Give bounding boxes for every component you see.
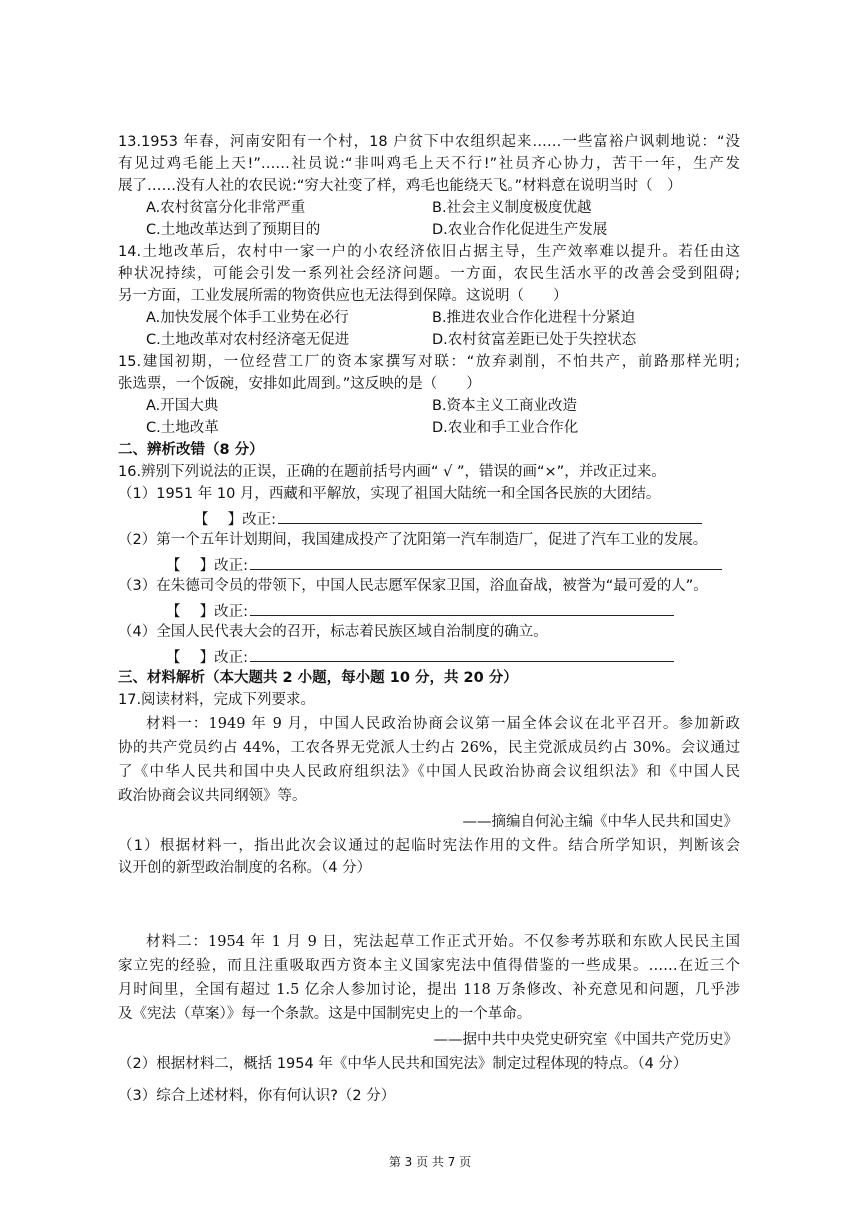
q14-option-d: D.农村贫富差距已处于失控状态	[432, 332, 637, 348]
q13-option-c: C.土地改革达到了预期目的	[146, 222, 321, 238]
q14-option-b: B.推进农业合作化进程十分紧迫	[432, 310, 636, 326]
material2-line-2: 家立宪的经验，而且注重吸取西方资本主义国家宪法中值得借鉴的一些成果。……在近三个	[118, 958, 740, 974]
material1-source: ——摘编自何沁主编《中华人民共和国史》	[462, 814, 738, 830]
q14-line-3: 另一方面，工业发展所需的物资供应也无法得到保障。这说明（ ）	[118, 288, 568, 304]
material1-line-4: 政治协商会议共同纲领》等。	[118, 788, 307, 804]
q16-item-2-answer-line[interactable]	[250, 554, 722, 570]
q15-option-a: A.开国大典	[146, 398, 219, 414]
q16-item-1-text: （1）1951 年 10 月，西藏和平解放，实现了祖国大陆统一和全国各民族的大团结。	[118, 486, 661, 502]
material2-line-4: 及《宪法（草案）》每一个条款。这是中国制宪史上的一个革命。	[118, 1006, 532, 1022]
q16-item-1-answer[interactable]	[194, 508, 702, 530]
q16-item-4-text: （4）全国人民代表大会的召开，标志着民族区域自治制度的确立。	[118, 624, 548, 640]
q15-line-2: 张选票，一个饭碗，安排如此周到。”这反映的是（ ）	[118, 376, 481, 392]
material2-source: ——据中共中央党史研究室《中国共产党历史》	[433, 1032, 738, 1048]
q13-line-1: 13.1953 年春，河南安阳有一个村，18 户贫下中农组织起来……一些富裕户讽刺地说：“没	[118, 134, 740, 150]
q16-item-4-answer-line[interactable]	[250, 646, 674, 662]
q16-item-2-answer-label: 【 】改正:	[166, 558, 248, 574]
q16-item-1-answer-label: 【 】改正:	[194, 512, 276, 528]
q16-item-4-answer-label: 【 】改正:	[166, 650, 248, 666]
material2-line-1: 材料二：1954 年 1 月 9 日，宪法起草工作正式开始。不仅参考苏联和东欧人民民主国	[146, 934, 740, 950]
q15-option-c: C.土地改革	[146, 420, 219, 436]
section2-heading: 二、辨析改错（8 分）	[118, 442, 264, 458]
q17-sub2: （2）根据材料二，概括 1954 年《中华人民共和国宪法》制定过程体现的特点。（4 分）	[118, 1056, 688, 1072]
q17-sub1-line-1: （1）根据材料一，指出此次会议通过的起临时宪法作用的文件。结合所学知识，判断该会	[118, 838, 740, 854]
q15-option-b: B.资本主义工商业改造	[432, 398, 578, 414]
q14-line-1: 14.土地改革后，农村中一家一户的小农经济依旧占据主导，生产效率难以提升。若任由这	[118, 244, 740, 260]
q13-option-b: B.社会主义制度极度优越	[432, 200, 592, 216]
q16-item-4-answer[interactable]	[166, 646, 674, 668]
material2-line-3: 月时间里，全国有超过 1.5 亿余人参加讨论，提出 118 万条修改、补充意见和问题，几乎涉	[118, 982, 740, 998]
q14-line-2: 种状况持续，可能会引发一系列社会经济问题。一方面，农民生活水平的改善会受到阻碍;	[118, 266, 740, 282]
section3-heading: 三、材料解析（本大题共 2 小题，每小题 10 分，共 20 分）	[118, 670, 518, 686]
material1-line-3: 了《中华人民共和国中央人民政府组织法》《中国人民政治协商会议组织法》和《中国人民	[118, 764, 740, 780]
q14-option-a: A.加快发展个体手工业势在必行	[146, 310, 349, 326]
q13-option-d: D.农业合作化促进生产发展	[432, 222, 608, 238]
q17-intro: 17.阅读材料，完成下列要求。	[118, 692, 316, 708]
material1-line-1: 材料一：1949 年 9 月，中国人民政治协商会议第一届全体会议在北平召开。参加新政	[146, 716, 740, 732]
q14-option-c: C.土地改革对农村经济毫无促进	[146, 332, 350, 348]
q16-item-3-answer-line[interactable]	[250, 600, 674, 616]
q17-sub1-line-2: 议开创的新型政治制度的名称。（4 分）	[118, 860, 372, 876]
q16-item-3-answer-label: 【 】改正:	[166, 604, 248, 620]
page-number: 第 3 页 共 7 页	[388, 1155, 472, 1169]
q13-option-a: A.农村贫富分化非常严重	[146, 200, 306, 216]
q16-item-2-answer[interactable]	[166, 554, 722, 576]
q13-line-2: 有见过鸡毛能上天!”……社员说:“非叫鸡毛上天不行!”社员齐心协力，苦干一年，生产发	[118, 156, 740, 172]
q16-item-3-answer[interactable]	[166, 600, 674, 622]
q16-item-3-text: （3）在朱德司令员的带领下，中国人民志愿军保家卫国，浴血奋战，被誉为“最可爱的人”。	[118, 578, 708, 594]
q16-item-1-answer-line[interactable]	[278, 508, 702, 524]
q17-sub3: （3）综合上述材料，你有何认识?（2 分）	[118, 1088, 396, 1104]
q16-instruction: 16.辨别下列说法的正误，正确的在题前括号内画“ √ ”，错误的画“×”，并改正过来。	[118, 464, 666, 480]
q13-line-3: 展了……没有人社的农民说:“穷大社变了样，鸡毛也能绕天飞。”材料意在说明当时（ ）	[118, 178, 682, 194]
q15-option-d: D.农业和手工业合作化	[432, 420, 579, 436]
q15-line-1: 15.建国初期，一位经营工厂的资本家撰写对联：“放弃剥削，不怕共产，前路那样光明;	[118, 354, 740, 370]
q16-item-2-text: （2）第一个五年计划期间，我国建成投产了沈阳第一汽车制造厂，促进了汽车工业的发展。	[118, 532, 708, 548]
material1-line-2: 协的共产党员约占 44%，工农各界无党派人士约占 26%，民主党派成员约占 30%。会议通过	[118, 740, 740, 756]
